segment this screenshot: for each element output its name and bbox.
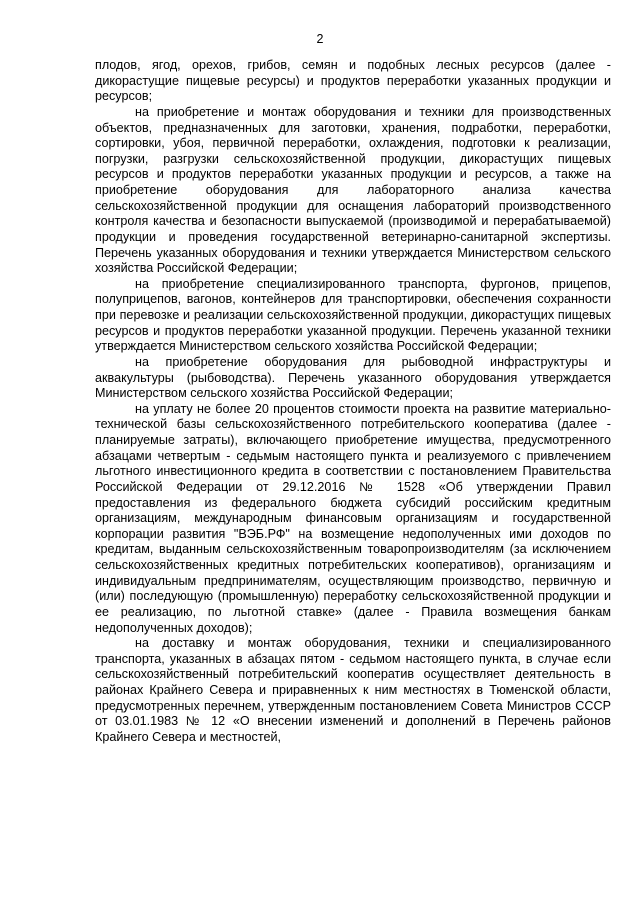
document-body xyxy=(95,58,611,746)
paragraph-continuation: плодов, ягод, орехов, грибов, семян и подобных лесных ресурсов (далее - дикорастущие пищевые ресурсы) и продуктов переработки указанных продукции и ресурсов; xyxy=(95,58,611,104)
paragraph-equipment-purchase: на приобретение и монтаж оборудования и техники для производственных объектов, предназначенных для заготовки, хранения, подработки, переработки, сортировки, убоя, первичной переработки, охлаждения, подготовки к реализации, погрузки, разгрузки сельскохозяйственной продукции, дикорастущих пищевых ресурсов и продуктов переработки указанных продукции и ресурсов, а также на приобретение оборудования для лабораторного анализа качества сельскохозяйственной продукции для оснащения лабораторий производственного контроля качества и безопасности выпускаемой (производимой и перерабатываемой) продукции и проведения государственной ветеринарно-санитарной экспертизы. Перечень указанных оборудования и техники утверждается Министерством сельского хозяйства Российской Федерации; xyxy=(95,104,611,276)
paragraph-aquaculture-equipment: на приобретение оборудования для рыбоводной инфраструктуры и аквакультуры (рыбоводства). Перечень указанного оборудования утверждается Министерством сельского хозяйства Российской Федерации; xyxy=(95,354,611,401)
paragraph-transport-purchase: на приобретение специализированного транспорта, фургонов, прицепов, полуприцепов, вагонов, контейнеров для транспортировки, обеспечения сохранности при перевозке и реализации сельскохозяйственной продукции, дикорастущих пищевых ресурсов и продуктов переработки указанной продукции. Перечень указанной техники утверждается Министерством сельского хозяйства Российской Федерации; xyxy=(95,276,611,354)
paragraph-delivery-installation: на доставку и монтаж оборудования, техники и специализированного транспорта, указанных в абзацах пятом - седьмом настоящего пункта, в случае если сельскохозяйственный потребительский кооператив осуществляет деятельность в районах Крайнего Севера и приравненных к ним местностях в Тюменской области, предусмотренных перечнем, утвержденным постановлением Совета Министров СССР от 03.01.1983 № 12 «О внесении изменений и дополнений в Перечень районов Крайнего Севера и местностей, xyxy=(95,636,611,744)
page-number: 2 xyxy=(316,32,324,46)
paragraph-project-cost-payment: на уплату не более 20 процентов стоимости проекта на развитие материально-технической базы сельскохозяйственного потребительского кооператива (далее - планируемые затраты), включающего приобретение имущества, предусмотренного абзацами четвертым - седьмым настоящего пункта и реализуемого с привлечением льготного инвестиционного кредита в соответствии с постановлением Правительства Российской Федерации от 29.12.2016 № 1528 «Об утверждении Правил предоставления из федерального бюджета субсидий российским кредитным организациям, международным финансовым организациям и государственной корпорации развития "ВЭБ.РФ" на возмещение недополученных ими доходов по кредитам, выданным сельскохозяйственным товаропроизводителям (за исключением сельскохозяйственных кредитных потребительских кооперативов), организациям и индивидуальным предпринимателям, осуществляющим производство, первичную и (или) последующую (промышленную) переработку сельскохозяйственной продукции и ее реализацию, по льготной ставке» (далее - Правила возмещения банкам недополученных доходов); xyxy=(95,401,611,635)
